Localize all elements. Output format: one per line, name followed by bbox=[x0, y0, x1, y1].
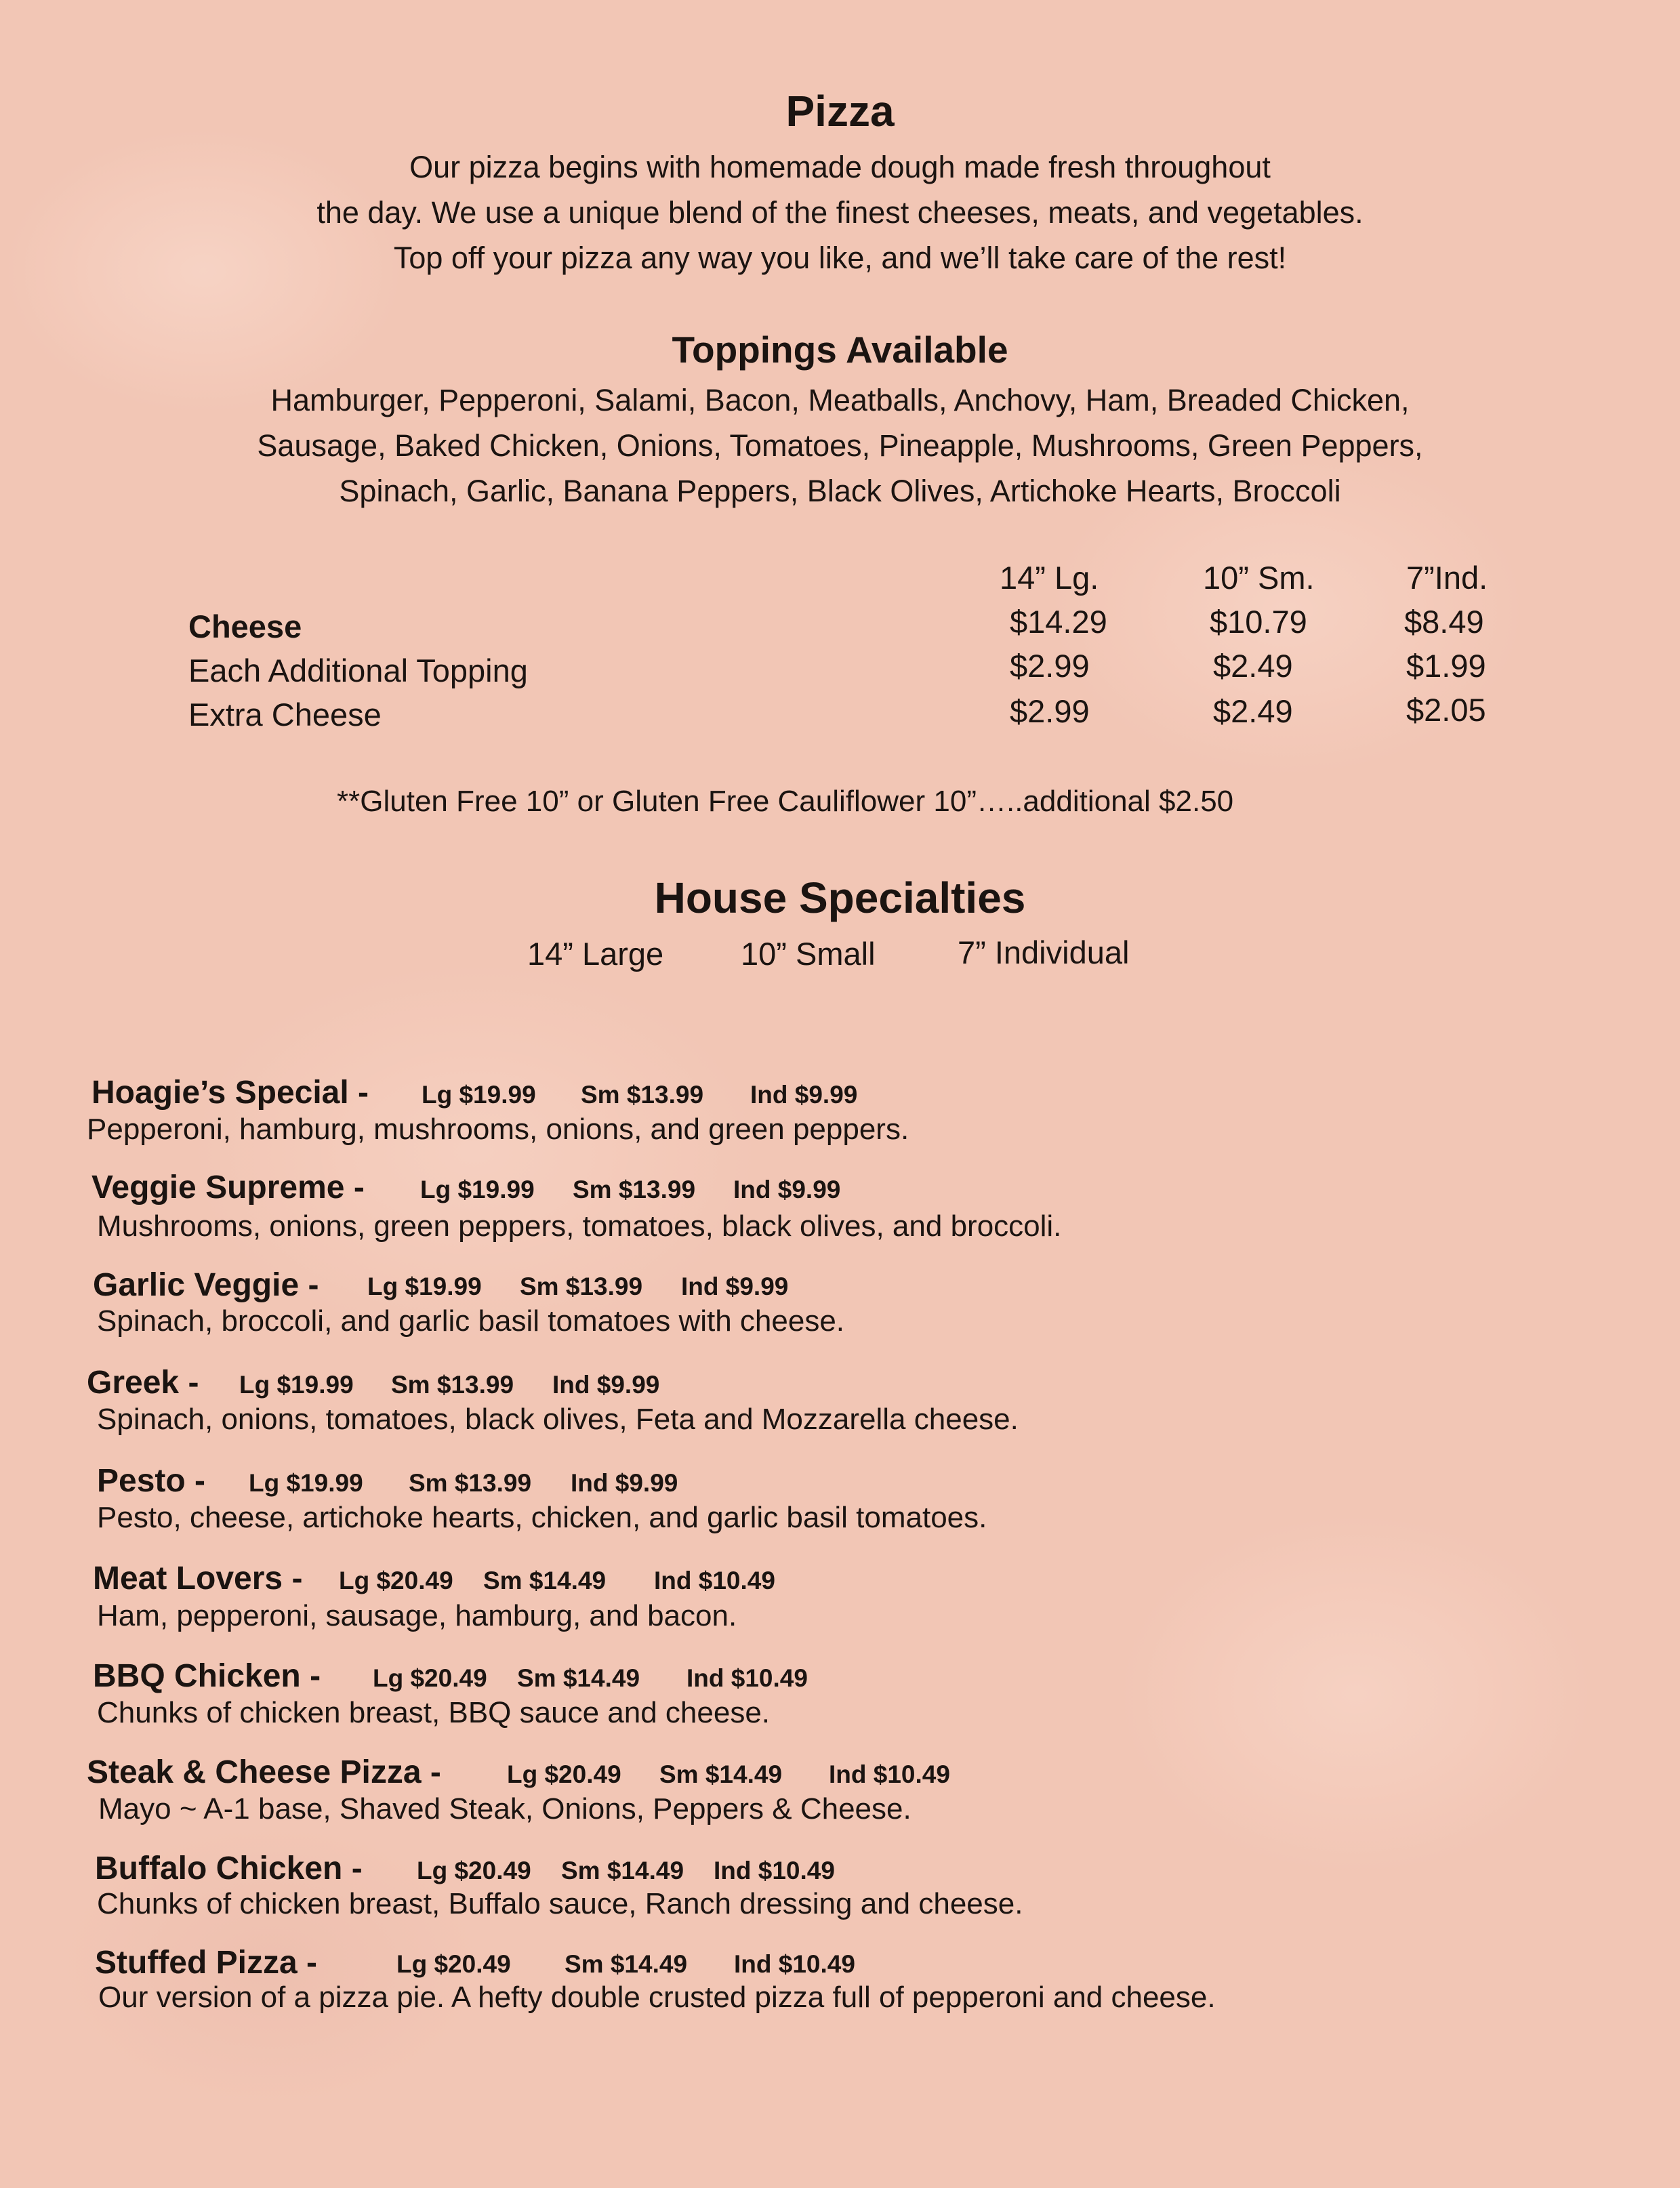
price-cell: $8.49 bbox=[1404, 604, 1484, 640]
specialties-title: House Specialties bbox=[654, 873, 1026, 922]
specialty-size-individual: 7” Individual bbox=[958, 934, 1130, 970]
toppings-list bbox=[0, 377, 1680, 514]
price-cell: $2.49 bbox=[1213, 648, 1293, 684]
specialty-price-individual: Ind $9.99 bbox=[681, 1273, 789, 1300]
specialty-price-large: Lg $19.99 bbox=[249, 1469, 363, 1497]
pizza-intro bbox=[0, 144, 1680, 281]
specialty-description: Mayo ~ A-1 base, Shaved Steak, Onions, Peppers & Cheese. bbox=[98, 1792, 911, 1825]
specialty-description: Chunks of chicken breast, BBQ sauce and cheese. bbox=[97, 1696, 771, 1729]
specialty-price-small: Sm $13.99 bbox=[573, 1176, 696, 1203]
specialty-price-small: Sm $13.99 bbox=[581, 1081, 704, 1109]
specialty-size-small: 10” Small bbox=[741, 936, 876, 972]
specialty-name: Garlic Veggie - bbox=[93, 1267, 319, 1303]
specialty-price-small: Sm $13.99 bbox=[520, 1273, 643, 1300]
specialty-name: Hoagie’s Special - bbox=[91, 1075, 369, 1111]
specialty-name: BBQ Chicken - bbox=[93, 1658, 321, 1694]
specialty-description: Pepperoni, hamburg, mushrooms, onions, and green peppers. bbox=[87, 1113, 909, 1146]
specialty-name: Steak & Cheese Pizza - bbox=[87, 1754, 441, 1790]
toppings-line: Sausage, Baked Chicken, Onions, Tomatoes, Pineapple, Mushrooms, Green Peppers, bbox=[257, 428, 1423, 463]
toppings-line: Spinach, Garlic, Banana Peppers, Black Olives, Artichoke Hearts, Broccoli bbox=[339, 474, 1341, 508]
specialty-name: Veggie Supreme - bbox=[91, 1170, 365, 1205]
specialty-description: Spinach, onions, tomatoes, black olives, Feta and Mozzarella cheese. bbox=[97, 1403, 1019, 1436]
price-row-label: Each Additional Topping bbox=[188, 653, 528, 688]
specialty-price-large: Lg $19.99 bbox=[422, 1081, 536, 1109]
specialty-price-large: Lg $20.49 bbox=[396, 1950, 511, 1978]
size-header-large: 14” Lg. bbox=[1000, 560, 1099, 596]
specialty-price-large: Lg $20.49 bbox=[417, 1857, 531, 1884]
specialty-price-individual: Ind $9.99 bbox=[750, 1081, 858, 1109]
specialty-size-large: 14” Large bbox=[527, 936, 664, 972]
specialty-price-small: Sm $13.99 bbox=[391, 1371, 514, 1399]
specialty-price-individual: Ind $10.49 bbox=[829, 1760, 950, 1788]
specialty-price-individual: Ind $10.49 bbox=[714, 1857, 835, 1884]
specialty-name: Buffalo Chicken - bbox=[95, 1851, 363, 1886]
specialty-description: Pesto, cheese, artichoke hearts, chicken, and garlic basil tomatoes. bbox=[97, 1501, 987, 1534]
specialty-price-large: Lg $20.49 bbox=[507, 1760, 621, 1788]
specialty-name: Meat Lovers - bbox=[93, 1561, 303, 1596]
price-cell: $2.99 bbox=[1010, 693, 1090, 729]
toppings-title: Toppings Available bbox=[672, 329, 1008, 371]
price-cell: $2.05 bbox=[1406, 692, 1486, 728]
pizza-intro-line: Top off your pizza any way you like, and we’ll take care of the rest! bbox=[393, 241, 1287, 275]
specialty-price-individual: Ind $10.49 bbox=[687, 1664, 808, 1692]
specialty-price-large: Lg $20.49 bbox=[339, 1567, 453, 1594]
specialty-name: Stuffed Pizza - bbox=[95, 1945, 318, 1981]
specialty-price-individual: Ind $10.49 bbox=[654, 1567, 775, 1594]
price-cell: $2.49 bbox=[1213, 693, 1293, 729]
specialty-price-large: Lg $19.99 bbox=[239, 1371, 354, 1399]
price-cell: $10.79 bbox=[1210, 604, 1307, 640]
size-header-individual: 7”Ind. bbox=[1406, 560, 1488, 596]
toppings-line: Hamburger, Pepperoni, Salami, Bacon, Meatballs, Anchovy, Ham, Breaded Chicken, bbox=[270, 383, 1410, 417]
specialty-price-individual: Ind $9.99 bbox=[552, 1371, 660, 1399]
specialty-price-small: Sm $14.49 bbox=[483, 1567, 607, 1594]
price-row-label: Cheese bbox=[188, 608, 302, 644]
specialty-price-large: Lg $19.99 bbox=[367, 1273, 482, 1300]
price-cell: $1.99 bbox=[1406, 648, 1486, 684]
gluten-free-note: **Gluten Free 10” or Gluten Free Cauliflower 10”…..additional $2.50 bbox=[337, 785, 1234, 818]
pizza-intro-line: Our pizza begins with homemade dough made fresh throughout bbox=[409, 150, 1271, 184]
specialty-price-individual: Ind $9.99 bbox=[571, 1469, 678, 1497]
specialty-price-individual: Ind $10.49 bbox=[734, 1950, 855, 1978]
specialty-price-small: Sm $13.99 bbox=[409, 1469, 532, 1497]
specialty-description: Mushrooms, onions, green peppers, tomatoes, black olives, and broccoli. bbox=[97, 1210, 1062, 1243]
specialty-price-small: Sm $14.49 bbox=[659, 1760, 783, 1788]
specialty-name: Pesto - bbox=[97, 1463, 206, 1499]
specialty-price-small: Sm $14.49 bbox=[517, 1664, 640, 1692]
specialty-description: Chunks of chicken breast, Buffalo sauce, Ranch dressing and cheese. bbox=[97, 1887, 1023, 1920]
price-cell: $14.29 bbox=[1010, 604, 1107, 640]
specialty-description: Spinach, broccoli, and garlic basil tomatoes with cheese. bbox=[97, 1304, 845, 1338]
size-header-small: 10” Sm. bbox=[1203, 560, 1315, 596]
specialty-price-individual: Ind $9.99 bbox=[733, 1176, 841, 1203]
specialty-price-small: Sm $14.49 bbox=[561, 1857, 684, 1884]
specialty-price-large: Lg $20.49 bbox=[373, 1664, 487, 1692]
specialty-price-small: Sm $14.49 bbox=[565, 1950, 688, 1978]
price-cell: $2.99 bbox=[1010, 648, 1090, 684]
specialty-price-large: Lg $19.99 bbox=[420, 1176, 535, 1203]
specialty-description: Our version of a pizza pie. A hefty double crusted pizza full of pepperoni and cheese. bbox=[98, 1981, 1216, 2014]
pizza-intro-line: the day. We use a unique blend of the finest cheeses, meats, and vegetables. bbox=[316, 195, 1364, 230]
specialty-description: Ham, pepperoni, sausage, hamburg, and bacon. bbox=[97, 1599, 737, 1632]
price-row-label: Extra Cheese bbox=[188, 697, 382, 732]
pizza-title: Pizza bbox=[785, 87, 895, 136]
specialty-name: Greek - bbox=[87, 1365, 199, 1401]
